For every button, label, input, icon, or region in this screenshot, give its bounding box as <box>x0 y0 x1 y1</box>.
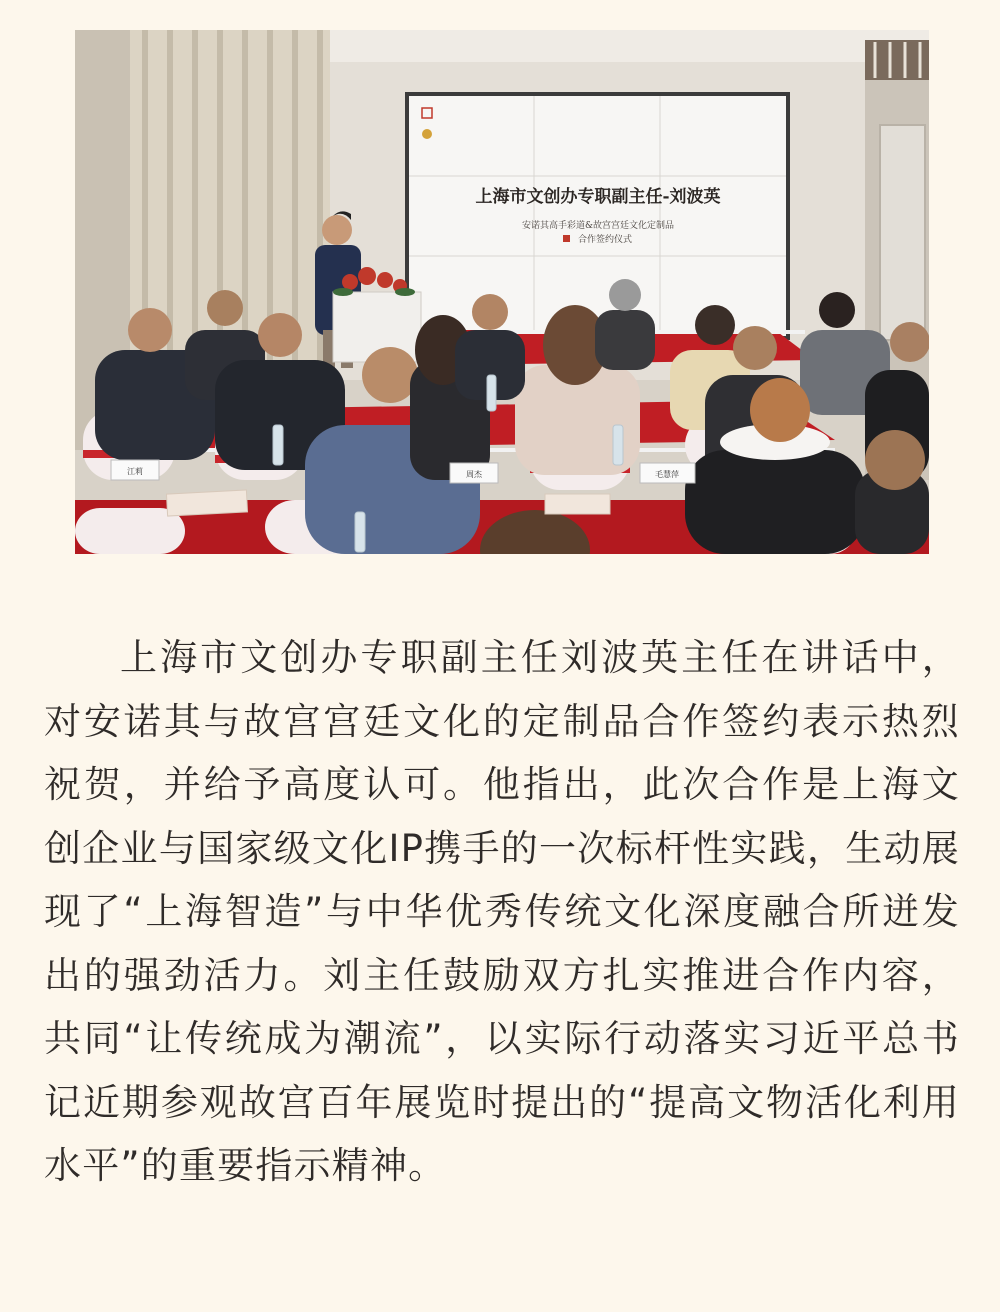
nameplate-3: 毛慧萍 <box>655 470 679 479</box>
nameplate-1: 江莉 <box>127 467 143 476</box>
article-paragraph: 上海市文创办专职副主任刘波英主任在讲话中，对安诺其与故宫宫廷文化的定制品合作签约表示热烈祝贺，并给予高度认可。他指出，此次合作是上海文创企业与国家级文化IP携手的一次标杆性实践，生动展现了“上海智造”与中华优秀传统文化深度融合所迸发出的强劲活力。刘主任鼓励双方扎实推进合作内容，共同“让传统成为潮流”，以实际行动落实习近平总书记近期参观故宫百年展览时提出的“提高文物活化利用水平”的重要指示精神。 <box>44 636 960 1187</box>
slide-title: 上海市文创办专职副主任-刘波英 <box>475 187 721 207</box>
event-photo <box>75 30 929 554</box>
nameplate-2: 周杰 <box>466 470 482 479</box>
slide-subtitle: 安诺其高手彩道&故宫宫廷文化定制品 <box>521 221 675 231</box>
slide-subtitle-2: 合作签约仪式 <box>577 235 633 245</box>
event-photo-illustration <box>75 30 929 554</box>
